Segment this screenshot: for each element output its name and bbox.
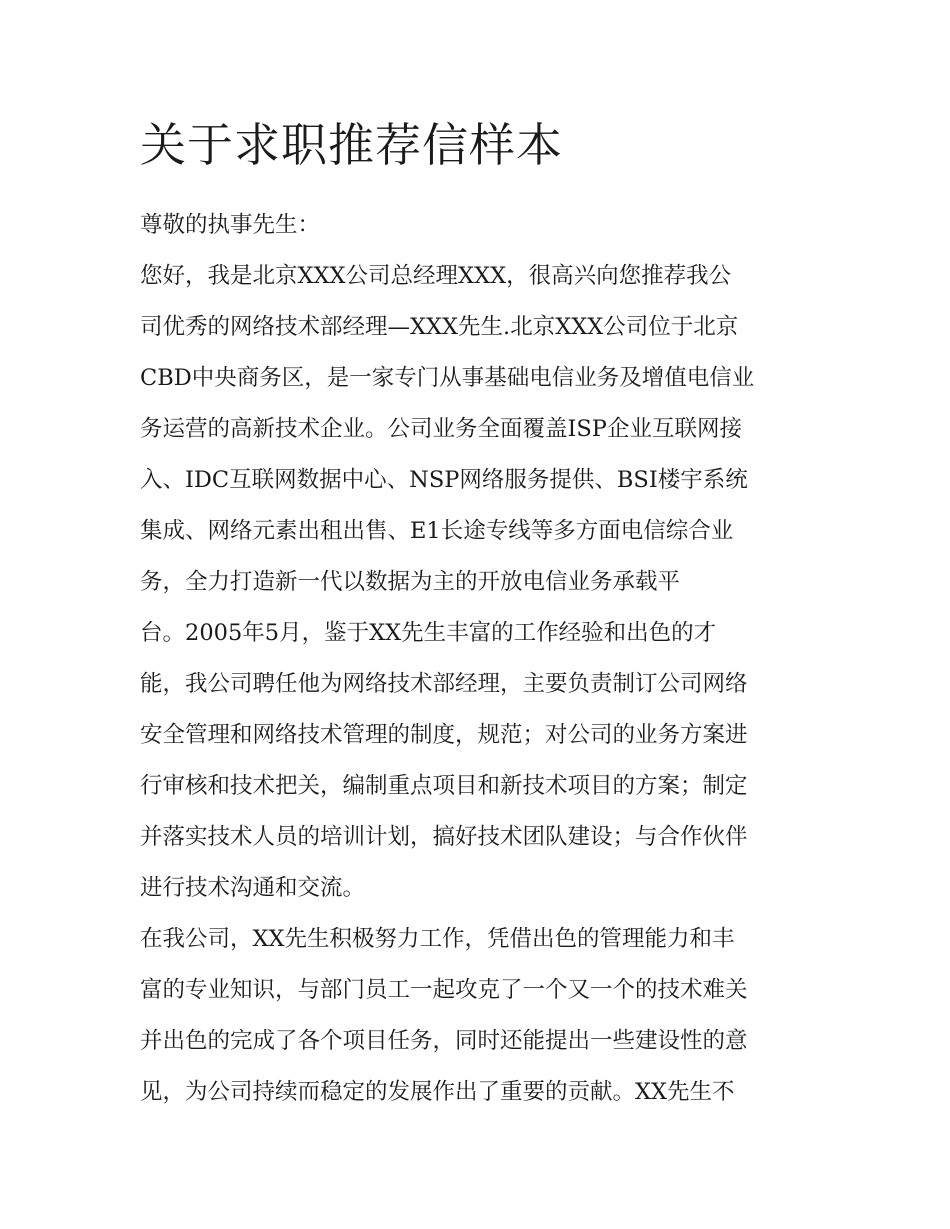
body-line: 并落实技术人员的培训计划，搞好技术团队建设；与合作伙伴: [140, 824, 748, 850]
body-line: 见，为公司持续而稳定的发展作出了重要的贡献。XX先生不: [140, 1079, 735, 1105]
body-line: 集成、网络元素出租出售、E1长途专线等多方面电信综合业: [140, 518, 734, 544]
body-line: 在我公司，XX先生积极努力工作，凭借出色的管理能力和丰: [140, 926, 735, 952]
body-line: 安全管理和网络技术管理的制度，规范；对公司的业务方案进: [140, 722, 748, 748]
body-line: 行审核和技术把关，编制重点项目和新技术项目的方案；制定: [140, 773, 748, 799]
letter-content: [140, 112, 820, 1118]
body-line: CBD中央商务区，是一家专门从事基础电信业务及增值电信业: [140, 365, 755, 391]
body-line: 司优秀的网络技术部经理—XXX先生.北京XXX公司位于北京: [140, 314, 739, 340]
body-line: 您好，我是北京XXX公司总经理XXX，很高兴向您推荐我公: [140, 263, 732, 289]
body-line: 进行技术沟通和交流。: [140, 875, 366, 901]
page-title: 关于求职推荐信样本: [140, 118, 563, 172]
body-line: 富的专业知识，与部门员工一起攻克了一个又一个的技术难关: [140, 977, 748, 1003]
body-line: 能，我公司聘任他为网络技术部经理，主要负责制订公司网络: [140, 671, 748, 697]
salutation: 尊敬的执事先生：: [140, 212, 321, 238]
body-line: 台。2005年5月，鉴于XX先生丰富的工作经验和出色的才: [140, 620, 717, 646]
body-line: 务运营的高新技术企业。公司业务全面覆盖ISP企业互联网接: [140, 416, 742, 442]
body-line: 并出色的完成了各个项目任务，同时还能提出一些建设性的意: [140, 1028, 748, 1054]
body-line: 入、IDC互联网数据中心、NSP网络服务提供、BSI楼宇系统: [140, 467, 748, 493]
body-line: 务，全力打造新一代以数据为主的开放电信业务承载平: [140, 569, 681, 595]
letter-body: [140, 251, 820, 1118]
